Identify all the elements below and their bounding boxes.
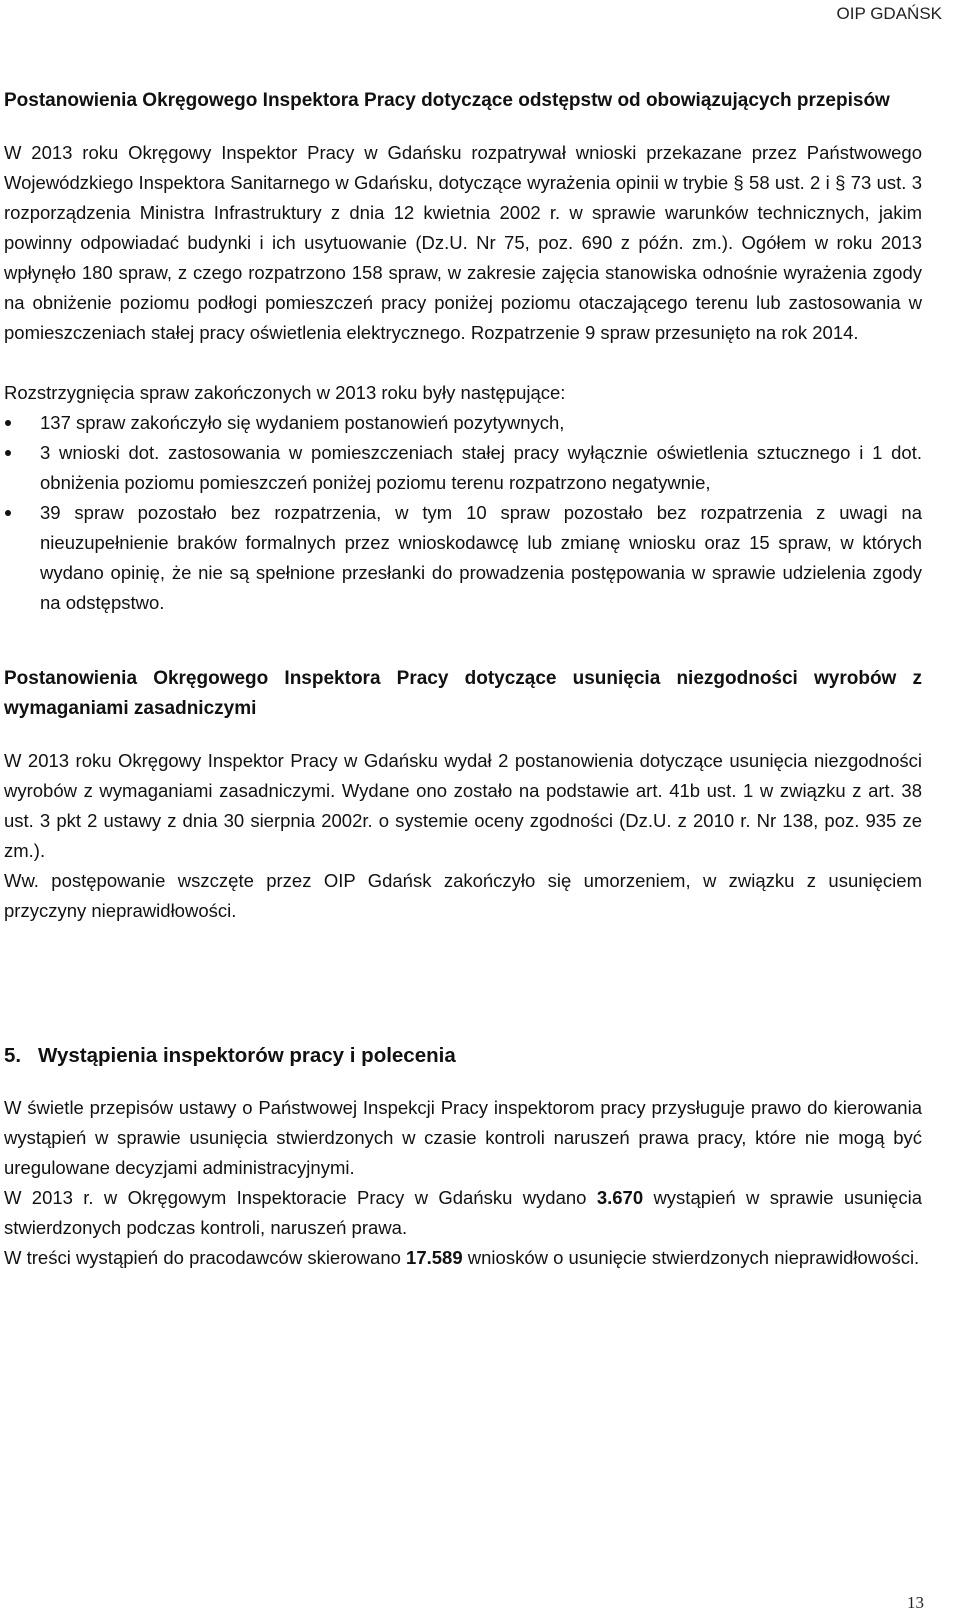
list-item (4, 408, 922, 438)
section-heading-nonconformity: Postanowienia Okręgowego Inspektora Pracy dotyczące usunięcia niezgodności wyrobów z wymaganiami zasadniczymi (4, 668, 922, 719)
section-heading-exemptions: Postanowienia Okręgowego Inspektora Pracy dotyczące odstępstw od obowiązujących przepisów (4, 90, 890, 111)
paragraph-text: W 2013 r. w Okręgowym Inspektoracie Pracy w Gdańsku wydano (4, 1187, 597, 1208)
resolutions-list (4, 408, 922, 618)
section-5 (4, 1041, 922, 1273)
paragraph-text: wniosków o usunięcie stwierdzonych nieprawidłowości. (462, 1247, 920, 1268)
section-title (4, 1041, 922, 1071)
paragraph-nonconformity-1: W 2013 roku Okręgowy Inspektor Pracy w Gdańsku wydał 2 postanowienia dotyczące usunięcia niezgodności wyrobów z wymaganiami zasadniczymi. Wydane ono zostało na podstawie art. 41b ust. 1 w związku z art. 38 ust. 3 pkt 2 ustawy z dnia 30 sierpnia 2002r. o systemie oceny zgodności (Dz.U. z 2010 r. Nr 138, poz. 935 ze zm.). (4, 750, 922, 861)
issued-statements-count: 3.670 (596, 1187, 644, 1208)
paragraph-text: W treści wystąpień do pracodawców skierowano (4, 1247, 407, 1268)
list-item-text: 137 spraw zakończyło się wydaniem postanowień pozytywnych, (40, 412, 565, 433)
document-body (4, 86, 922, 1273)
list-item-text: 3 wnioski dot. zastosowania w pomieszczeniach stałej pracy wyłącznie oświetlenia sztucznego i 1 dot. obniżenia poziomu pomieszczeń poniżej poziomu terenu rozpatrzono negatywnie, (40, 442, 922, 493)
section-exemptions (4, 86, 922, 618)
resolutions-intro: Rozstrzygnięcia spraw zakończonych w 2013 roku były następujące: (4, 382, 566, 403)
header-org-label: OIP GDAŃSK (836, 4, 942, 23)
section-number: 5. (4, 1044, 22, 1067)
list-item-text: 39 spraw pozostało bez rozpatrzenia, w tym 10 spraw pozostało bez rozpatrzenia z uwagi na nieuzupełnienie braków formalnych przez wnioskodawcę lub zmianę wniosku oraz 15 spraw, w których wydano opinię, że nie są spełnione przesłanki do prowadzenia postępowania w sprawie udzielenia zgody na odstępstwo. (40, 502, 922, 613)
paragraph-section5-2 (4, 1183, 922, 1243)
paragraph-text: wystąpień w sprawie usunięcia stwierdzonych podczas kontroli, naruszeń prawa. (4, 1187, 922, 1238)
paragraph-nonconformity-2: Ww. postępowanie wszczęte przez OIP Gdańsk zakończyło się umorzeniem, w związku z usunięciem przyczyny nieprawidłowości. (4, 870, 922, 921)
section-nonconformity (4, 664, 922, 926)
paragraph-exemptions: W 2013 roku Okręgowy Inspektor Pracy w Gdańsku rozpatrywał wnioski przekazane przez Państwowego Wojewódzkiego Inspektora Sanitarnego w Gdańsku, dotyczące wyrażenia opinii w trybie § 58 ust. 2 i § 73 ust. 3 rozporządzenia Ministra Infrastruktury z dnia 12 kwietnia 2002 r. w sprawie warunków technicznych, jakim powinny odpowiadać budynki i ich usytuowanie (Dz.U. Nr 75, poz. 690 z późn. zm.). Ogółem w roku 2013 wpłynęło 180 spraw, z czego rozpatrzono 158 spraw, w zakresie zajęcia stanowiska odnośnie wyrażenia zgody na obniżenie poziomu podłogi pomieszczeń pracy poniżej poziomu otaczającego terenu lub zastosowania w pomieszczeniach stałej pracy oświetlenia elektrycznego. Rozpatrzenie 9 spraw przesunięto na rok 2014. (4, 142, 922, 343)
bullet-icon (5, 510, 11, 516)
paragraph-section5-1: W świetle przepisów ustawy o Państwowej Inspekcji Pracy inspektorom pracy przysługuje prawo do kierowania wystąpień w sprawie usunięcia stwierdzonych w czasie kontroli naruszeń prawa pracy, które nie mogą być uregulowane decyzjami administracyjnymi. (4, 1097, 922, 1178)
list-item (4, 498, 922, 618)
page-number: 13 (907, 1593, 924, 1612)
list-item (4, 438, 922, 498)
motions-count: 17.589 (406, 1247, 463, 1268)
bullet-icon (5, 450, 11, 456)
section-title-text: Wystąpienia inspektorów pracy i polecenia (38, 1044, 456, 1067)
paragraph-section5-3 (4, 1243, 922, 1273)
bullet-icon (5, 420, 11, 426)
